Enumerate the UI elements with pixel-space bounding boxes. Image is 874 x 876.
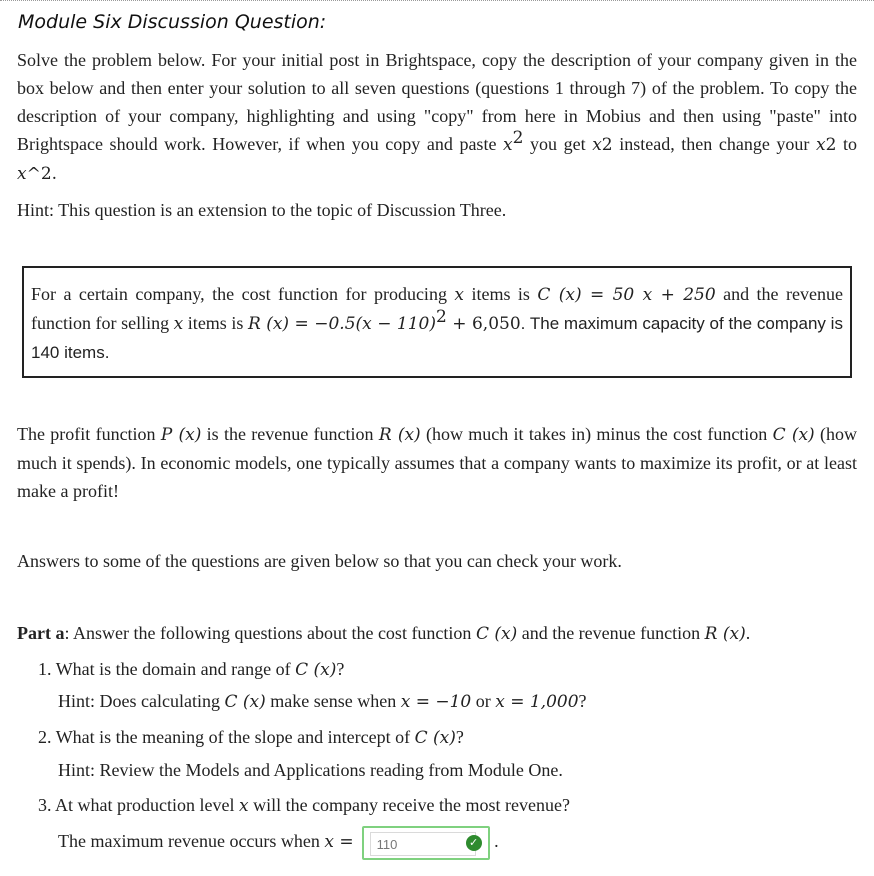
cost-function: C (x) = 50 x + 250	[537, 285, 716, 305]
question-2: 2. What is the meaning of the slope and intercept of C (x)?	[38, 727, 464, 748]
max-revenue-input[interactable]	[370, 832, 476, 856]
question-3-answer-row: The maximum revenue occurs when x = 110 ✓ .	[58, 826, 858, 860]
question-3: 3. At what production level x will the company receive the most revenue?	[38, 795, 570, 816]
page-title: Module Six Discussion Question:	[18, 11, 327, 33]
question-1: 1. What is the domain and range of C (x)?	[38, 659, 345, 680]
question-1-hint: Hint: Does calculating C (x) make sense when x = −10 or x = 1,000?	[58, 691, 587, 712]
answers-note: Answers to some of the questions are given below so that you can check your work.	[17, 551, 622, 571]
intro-hint: Hint: This question is an extension to the topic of Discussion Three.	[17, 200, 507, 220]
intro-paragraph: Solve the problem below. For your initial post in Brightspace, copy the description of your company given in the box below and then enter your solution to all seven questions (questions 1 through 7) of the problem. To copy the description of your company, highlighting and using "copy" from here in Mobius and then using "paste" into Brightspace should work. However, if when you copy and paste $x^2$ you get x2 instead, then change your x2 to x^2.	[17, 50, 858, 184]
revenue-function: R (x) = −0.5(x − 110)	[247, 314, 436, 334]
correct-check-icon: ✓	[466, 835, 482, 851]
company-description-box: For a certain company, the cost function for producing x items is C (x) = 50 x + 250 and the revenue function for selling x items is R $(x) = -0.5(x - 110)^2 + 6,050$. The maximum capacity of the company is 140 items.	[22, 266, 852, 378]
top-divider	[0, 0, 874, 2]
max-revenue-answer-field	[362, 826, 490, 860]
part-a-heading: Part a: Answer the following questions about the cost function C (x) and the revenue function R (x).	[17, 623, 751, 644]
question-2-hint: Hint: Review the Models and Applications reading from Module One.	[58, 760, 563, 780]
profit-paragraph: The profit function P (x) is the revenue function R (x) (how much it takes in) minus the cost function C (x) (how much it spends). In economic models, one typically assumes that a company wants to maximize its profit, or at least make a profit!	[17, 424, 857, 501]
